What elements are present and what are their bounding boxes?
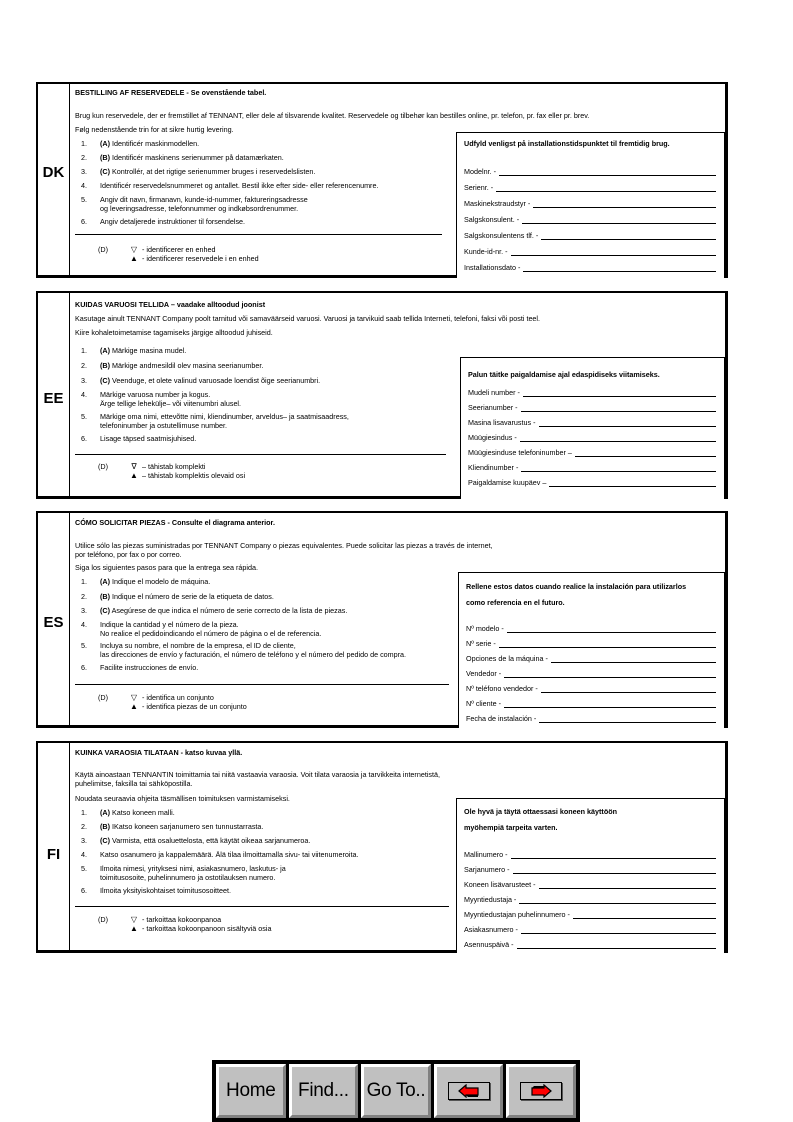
sales-rep-field[interactable]: Müügiesindus - — [468, 432, 716, 442]
serial-number-field[interactable]: Serienr. - — [464, 182, 716, 192]
machine-options-field[interactable]: Masina lisavarustus - — [468, 417, 716, 427]
installation-record-box — [458, 572, 726, 728]
installation-record-box — [456, 798, 726, 953]
installation-record-box — [456, 132, 726, 278]
installation-date-field[interactable]: Fecha de instalación - — [466, 713, 716, 723]
legend: (D) ▽ - tarkoittaa kokoonpanoa ▲ - tarkoittaa kokoonpanoon sisältyviä osia — [98, 915, 272, 933]
machine-options-field[interactable]: Koneen lisävarusteet - — [464, 879, 716, 889]
step-6: 6. Lisage täpsed saatmisjuhised. — [81, 434, 197, 443]
step-6: 6. Ilmoita yksityiskohtaiset toimitusosoitteet. — [81, 886, 232, 895]
step-1: 1. (A) Indique el modelo de máquina. — [81, 577, 211, 586]
goto-button[interactable]: Go To.. — [361, 1064, 431, 1118]
intro-text: Käytä ainoastaan TENNANTIN toimittamia tai niitä vastaavia varaosia. Voit tilata varaosia ja tarvikkeita internetistä, puhelimitse, faksilla tai sähköpostilla. — [75, 770, 440, 788]
legend: (D) ∇ – tähistab komplekti ▲ – tähistab komplektis olevaid osi — [98, 462, 246, 480]
intro-text-2: Følg nedenstående trin for at sikre hurtig levering. — [75, 125, 234, 134]
intro-text: Utilice sólo las piezas suministradas por TENNANT Company o piezas equivalentes. Puede solicitar las piezas a través de internet, por teléfono, por fax o por correo. — [75, 541, 493, 559]
step-4: 4. Märkige varuosa number ja kogus. Ärge tellige lehekülje– või viitenumbri alusel. — [81, 390, 242, 408]
installation-date-field[interactable]: Paigaldamise kuupäev – — [468, 477, 716, 487]
step-2: 2. (B) IKatso koneen sarjanumero sen tunnustarrasta. — [81, 822, 264, 831]
customer-id-field[interactable]: Kliendinumber - — [468, 462, 716, 472]
customer-id-field[interactable]: Kunde-id-nr. - — [464, 246, 716, 256]
section-heading: KUINKA VARAOSIA TILATAAN - katso kuvaa yllä. — [75, 748, 243, 757]
step-1: 1. (A) Katso koneen malli. — [81, 808, 175, 817]
model-number-field[interactable]: Nº modelo - — [466, 623, 716, 633]
navigation-bar — [212, 1060, 580, 1122]
intro-text: Kasutage ainult TENNANT Company poolt tarnitud või samaväärseid varuosi. Varuosi ja tarvikuid saab tellida Interneti, telefoni, faksi või posti teel. — [75, 314, 541, 323]
step-5: 5. Ilmoita nimesi, yrityksesi nimi, asiakasnumero, laskutus- ja toimitusosoite, puhelinnumero ja ostotilauksen numero. — [81, 864, 286, 882]
section-fi — [36, 741, 728, 953]
intro-text: Brug kun reservedele, der er fremstillet af TENNANT, eller dele af tilsvarende kvalitet. Reservedele og tilbehør kan bestilles online, pr. telefon, pr. fax eller pr. brev. — [75, 111, 590, 120]
step-2: 2. (B) Identificér maskinens serienummer på datamærkaten. — [81, 153, 284, 162]
language-column — [38, 513, 70, 725]
fillbox-title: Palun täitke paigaldamise ajal edaspidiseks viitamiseks. — [468, 370, 660, 379]
home-button[interactable]: Home — [216, 1064, 286, 1118]
assembly-open-triangle-icon: ∇ — [131, 462, 137, 471]
step-2: 2. (B) Märkige andmesildil olev masina seerianumber. — [81, 361, 264, 370]
left-arrow-icon — [457, 1084, 481, 1098]
step-4: 4. Katso osanumero ja kappalemäärä. Älä tilaa ilmoittamalla sivu- tai viitenumeroita. — [81, 850, 359, 859]
fillbox-title: Ole hyvä ja täytä ottaessasi koneen käyttöön myöhempiä tarpeita varten. — [464, 807, 617, 832]
part-filled-triangle-icon: ▲ — [130, 471, 138, 480]
part-filled-triangle-icon: ▲ — [130, 924, 138, 933]
language-code: DK — [42, 164, 65, 181]
part-filled-triangle-icon: ▲ — [130, 702, 138, 711]
machine-options-field[interactable]: Opciones de la máquina - — [466, 653, 716, 663]
customer-id-field[interactable]: Asiakasnumero - — [464, 924, 716, 934]
step-4: 4. Identificér reservedelsnummeret og antallet. Bestil ikke efter side- eller referencenumre. — [81, 181, 379, 190]
step-1: 1. (A) Identificér maskinmodellen. — [81, 139, 200, 148]
model-number-field[interactable]: Modelnr. - — [464, 166, 716, 176]
section-heading: KUIDAS VARUOSI TELLIDA – vaadake alltoodud joonist — [75, 300, 266, 309]
step-5: 5. Märkige oma nimi, ettevõtte nimi, kliendinumber, arveldus– ja saatmisaadress, telefoninumber ja ostutellimuse number. — [81, 412, 349, 430]
serial-number-field[interactable]: Nº serie - — [466, 638, 716, 648]
section-ee — [36, 291, 728, 499]
sales-rep-field[interactable]: Salgskonsulent. - — [464, 214, 716, 224]
section-dk — [36, 82, 728, 278]
sales-rep-phone-field[interactable]: Salgskonsulentens tlf. - — [464, 230, 716, 240]
installation-record-box — [460, 357, 726, 499]
language-column — [38, 293, 70, 496]
divider — [75, 234, 442, 235]
section-heading: CÓMO SOLICITAR PIEZAS - Consulte el diagrama anterior. — [75, 518, 275, 527]
step-2: 2. (B) Indique el número de serie de la etiqueta de datos. — [81, 592, 274, 601]
fillbox-title: Rellene estos datos cuando realice la instalación para utilizarlos como referencia en el futuro. — [466, 582, 687, 607]
assembly-open-triangle-icon: ▽ — [130, 245, 138, 254]
intro-text-2: Noudata seuraavia ohjeita täsmällisen toimituksen varmistamiseksi. — [75, 794, 290, 803]
installation-date-field[interactable]: Asennuspäivä - — [464, 939, 716, 949]
step-3: 3. (C) Veenduge, et olete valinud varuosade loendist õige seerianumbri. — [81, 376, 321, 385]
serial-number-field[interactable]: Sarjanumero - — [464, 864, 716, 874]
language-column — [38, 743, 70, 950]
intro-text-2: Kiire kohaletoimetamise tagamiseks järgige alltoodud juhiseid. — [75, 328, 273, 337]
step-6: 6. Facilite instrucciones de envío. — [81, 663, 199, 672]
intro-text-2: Siga los siguientes pasos para que la entrega sea rápida. — [75, 563, 259, 572]
step-6: 6. Angiv detaljerede instruktioner til forsendelse. — [81, 217, 246, 226]
assembly-open-triangle-icon: ▽ — [130, 693, 138, 702]
language-code: ES — [43, 614, 64, 631]
right-arrow-icon — [529, 1084, 553, 1098]
step-1: 1. (A) Märkige masina mudel. — [81, 346, 187, 355]
step-5: 5. Angiv dit navn, firmanavn, kunde-id-nummer, faktureringsadresse og leveringsadresse, telefonnummer og indkøbsordrenummer. — [81, 195, 308, 213]
step-4: 4. Indique la cantidad y el número de la pieza. No realice el pedidoindicando el número de página o el de referencia. — [81, 620, 322, 638]
legend: (D) ▽ - identifica un conjunto ▲ - identifica piezas de un conjunto — [98, 693, 247, 711]
sales-rep-phone-field[interactable]: Nº teléfono vendedor - — [466, 683, 716, 693]
installation-date-field[interactable]: Installationsdato - — [464, 262, 716, 272]
divider — [75, 454, 446, 455]
step-3: 3. (C) Asegúrese de que indica el número de serie correcto de la lista de piezas. — [81, 606, 348, 615]
fillbox-title: Udfyld venligst på installationstidspunktet til fremtidig brug. — [464, 139, 670, 148]
customer-id-field[interactable]: Nº cliente - — [466, 698, 716, 708]
part-filled-triangle-icon: ▲ — [130, 254, 138, 263]
serial-number-field[interactable]: Seerianumber - — [468, 402, 716, 412]
legend: (D) ▽ - identificerer en enhed ▲ - identificerer reservedele i en enhed — [98, 245, 259, 263]
machine-options-field[interactable]: Maskinekstraudstyr - — [464, 198, 716, 208]
section-heading: BESTILLING AF RESERVEDELE - Se ovenstående tabel. — [75, 88, 267, 97]
find-button[interactable]: Find... — [289, 1064, 359, 1118]
model-number-field[interactable]: Mallinumero - — [464, 849, 716, 859]
assembly-open-triangle-icon: ▽ — [130, 915, 138, 924]
language-column — [38, 84, 70, 275]
step-3: 3. (C) Varmista, että osaluettelosta, että käytät oikeaa sarjanumeroa. — [81, 836, 311, 845]
divider — [75, 906, 449, 907]
sales-rep-field[interactable]: Vendedor - — [466, 668, 716, 678]
language-code: EE — [43, 390, 64, 407]
previous-page-button[interactable] — [434, 1064, 504, 1118]
divider — [75, 684, 449, 685]
sales-rep-phone-field[interactable]: Myyntiedustajan puhelinnumero - — [464, 909, 716, 919]
sales-rep-phone-field[interactable]: Müügiesinduse telefoninumber – — [468, 447, 716, 457]
step-5: 5. Incluya su nombre, el nombre de la empresa, el ID de cliente, las direcciones de envío y facturación, el número de teléfono y el número del pedido de compra. — [81, 641, 407, 659]
next-page-button[interactable] — [506, 1064, 576, 1118]
sales-rep-field[interactable]: Myyntiedustaja - — [464, 894, 716, 904]
section-es — [36, 511, 728, 728]
step-3: 3. (C) Kontrollér, at det rigtige serienummer bruges i reservedelslisten. — [81, 167, 316, 176]
language-code: FI — [46, 846, 61, 863]
model-number-field[interactable]: Mudeli number - — [468, 387, 716, 397]
